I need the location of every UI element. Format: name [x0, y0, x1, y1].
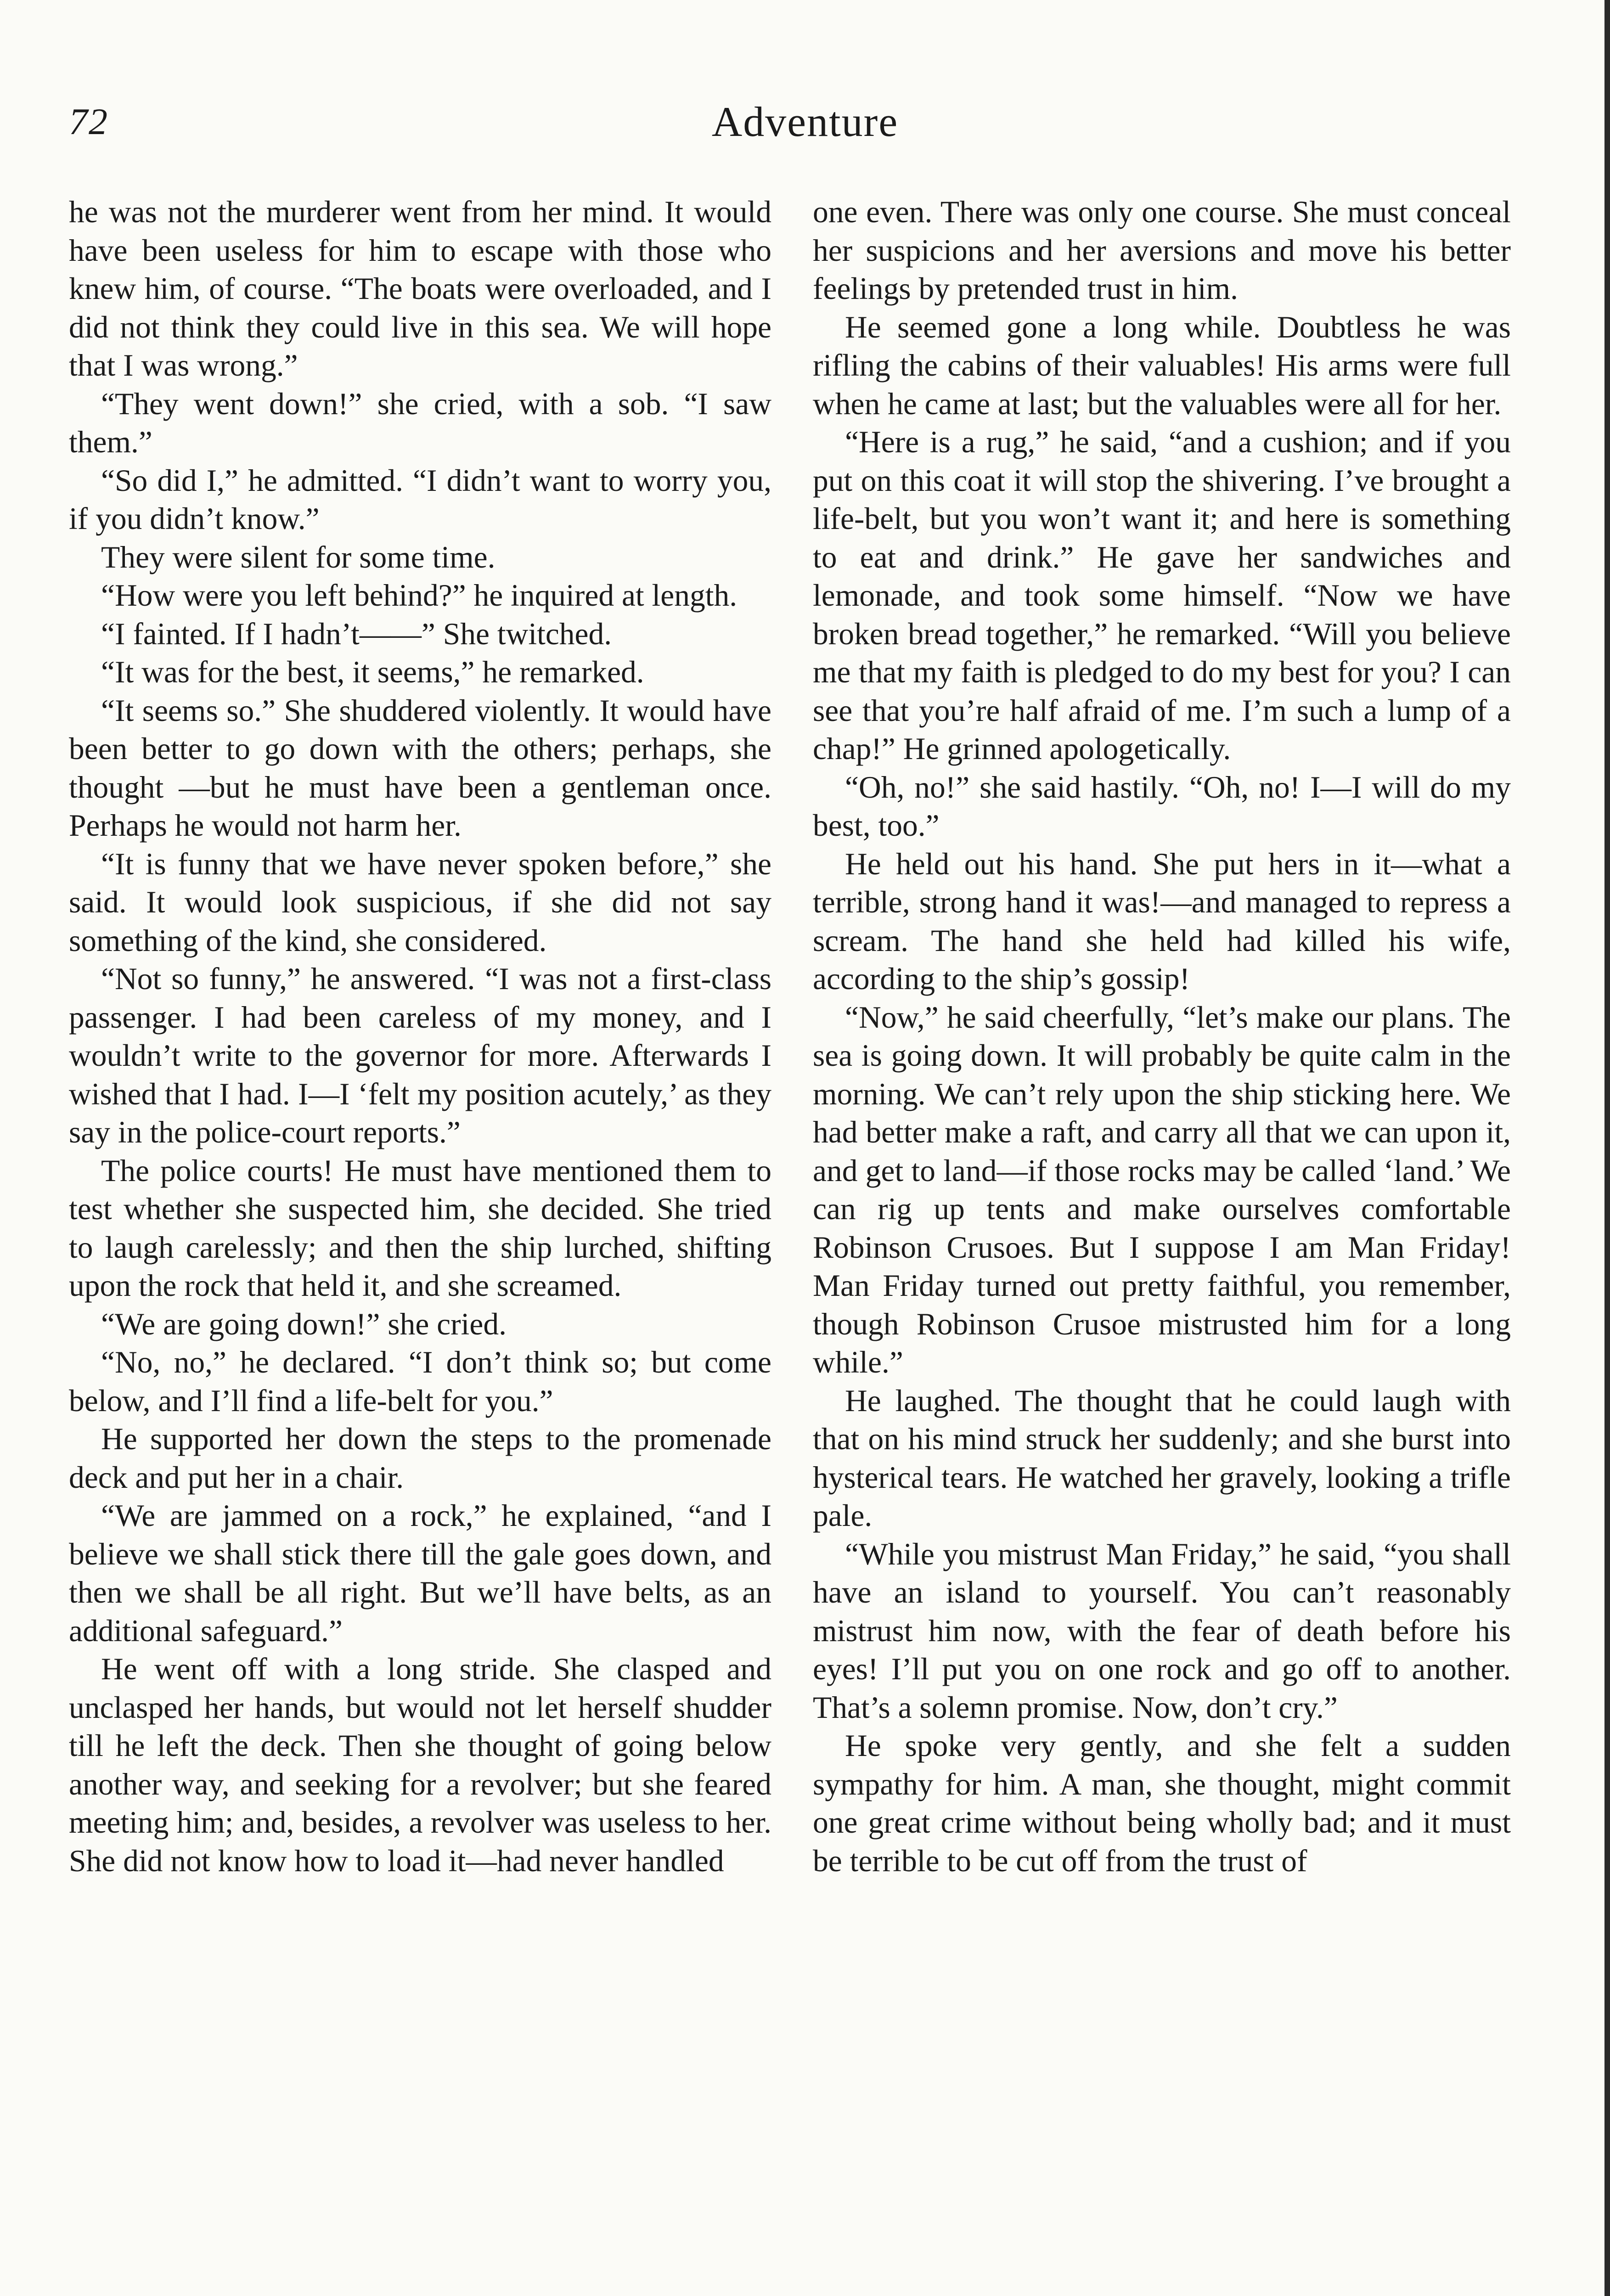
paragraph: “We are jammed on a rock,” he explained, “and I believe we shall stick there till the gale goes down, and then we shall be all right. But we’ll have belts, as an additional safeguard.”: [69, 1498, 771, 1648]
left-column: [69, 193, 771, 1880]
paragraph: one even. There was only one course. She must conceal her suspicions and her aversions and move his better feelings by pretended trust in him.: [813, 195, 1511, 306]
right-column: [813, 193, 1511, 1880]
paragraph: “So did I,” he admitted. “I didn’t want to worry you, if you didn’t know.”: [69, 463, 771, 536]
paragraph: He supported her down the steps to the promenade deck and put her in a chair.: [69, 1422, 771, 1495]
paragraph: “No, no,” he declared. “I don’t think so; but come below, and I’ll find a life-belt for you.”: [69, 1345, 771, 1418]
paragraph: “It seems so.” She shuddered violently. It would have been better to go down with the others; perhaps, she thought —but he must have been a gentleman once. Perhaps he would not harm her.: [69, 693, 771, 843]
paragraph: he was not the murderer went from her mind. It would have been useless for him to escape with those who knew him, of course. “The boats were overloaded, and I did not think they could live in this sea. We will hope that I was wrong.”: [69, 195, 771, 383]
paragraph: He held out his hand. She put hers in it—what a terrible, strong hand it was!—and managed to repress a scream. The hand she held had killed his wife, according to the ship’s gossip!: [813, 846, 1511, 996]
paragraph: He went off with a long stride. She clasped and unclasped her hands, but would not let herself shudder till he left the deck. Then she thought of going below another way, and seeking for a revolver; but she feared meeting him; and, besides, a revolver was useless to her. She did not know how to load it—had never handled: [69, 1652, 771, 1878]
paragraph: “Here is a rug,” he said, “and a cushion; and if you put on this coat it will stop the shivering. I’ve brought a life-belt, but you won’t want it; and here is something to eat and drink.” He gave her sandwiches and lemonade, and took some himself. “Now we have broken bread together,” he remarked. “Will you believe me that my faith is pledged to do my best for you? I can see that you’re half afraid of me. I’m such a lump of a chap!” He grinned apologetically.: [813, 425, 1511, 766]
paragraph: They were silent for some time.: [101, 540, 495, 574]
paragraph: “It is funny that we have never spoken before,” she said. It would look suspicious, if she did not say something of the kind, she considered.: [69, 846, 771, 958]
paragraph: He seemed gone a long while. Doubtless he was rifling the cabins of their valuables! His arms were full when he came at last; but the valuables were all for her.: [813, 310, 1511, 421]
paragraph: “Not so funny,” he answered. “I was not a first-class passenger. I had been careless of my money, and I wouldn’t write to the governor for more. Afterwards I wished that I had. I—I ‘felt my position acutely,’ as they say in the police-court reports.”: [69, 962, 771, 1149]
paragraph: “They went down!” she cried, with a sob. “I saw them.”: [69, 386, 771, 459]
paragraph: “We are going down!” she cried.: [101, 1306, 507, 1341]
running-head: Adventure: [711, 98, 899, 145]
paragraph: “Oh, no!” she said hastily. “Oh, no! I—I will do my best, too.”: [813, 770, 1511, 843]
paragraph: He spoke very gently, and she felt a sudden sympathy for him. A man, she thought, might commit one great crime without being wholly bad; and it must be terrible to be cut off from the trust of: [813, 1728, 1511, 1878]
binding-edge: [1604, 0, 1610, 2296]
paragraph: “I fainted. If I hadn’t——” She twitched.: [101, 616, 612, 651]
page-number: 72: [69, 101, 108, 142]
paragraph: The police courts! He must have mentioned them to test whether she suspected him, she decided. She tried to laugh carelessly; and then the ship lurched, shifting upon the rock that held it, and she screamed.: [69, 1153, 771, 1303]
paragraph: “Now,” he said cheerfully, “let’s make our plans. The sea is going down. It will probably be quite calm in the morning. We can’t rely upon the ship sticking here. We had better make a raft, and carry all that we can upon it, and get to land—if those rocks may be called ‘land.’ We can rig up tents and make ourselves comfortable Robinson Crusoes. But I suppose I am Man Friday! Man Friday turned out pretty faithful, you remember, though Robinson Crusoe mistrusted him for a long while.”: [813, 1000, 1511, 1379]
paragraph: “It was for the best, it seems,” he remarked.: [101, 655, 644, 689]
paragraph: “While you mistrust Man Friday,” he said, “you shall have an island to yourself. You can’t reasonably mistrust him now, with the fear of death before his eyes! I’ll put you on one rock and go off to another. That’s a solemn promise. Now, don’t cry.”: [813, 1536, 1511, 1725]
paragraph: “How were you left behind?” he inquired at length.: [101, 578, 737, 613]
paragraph: He laughed. The thought that he could laugh with that on his mind struck her suddenly; and she burst into hysterical tears. He watched her gravely, looking a trifle pale.: [813, 1383, 1511, 1533]
